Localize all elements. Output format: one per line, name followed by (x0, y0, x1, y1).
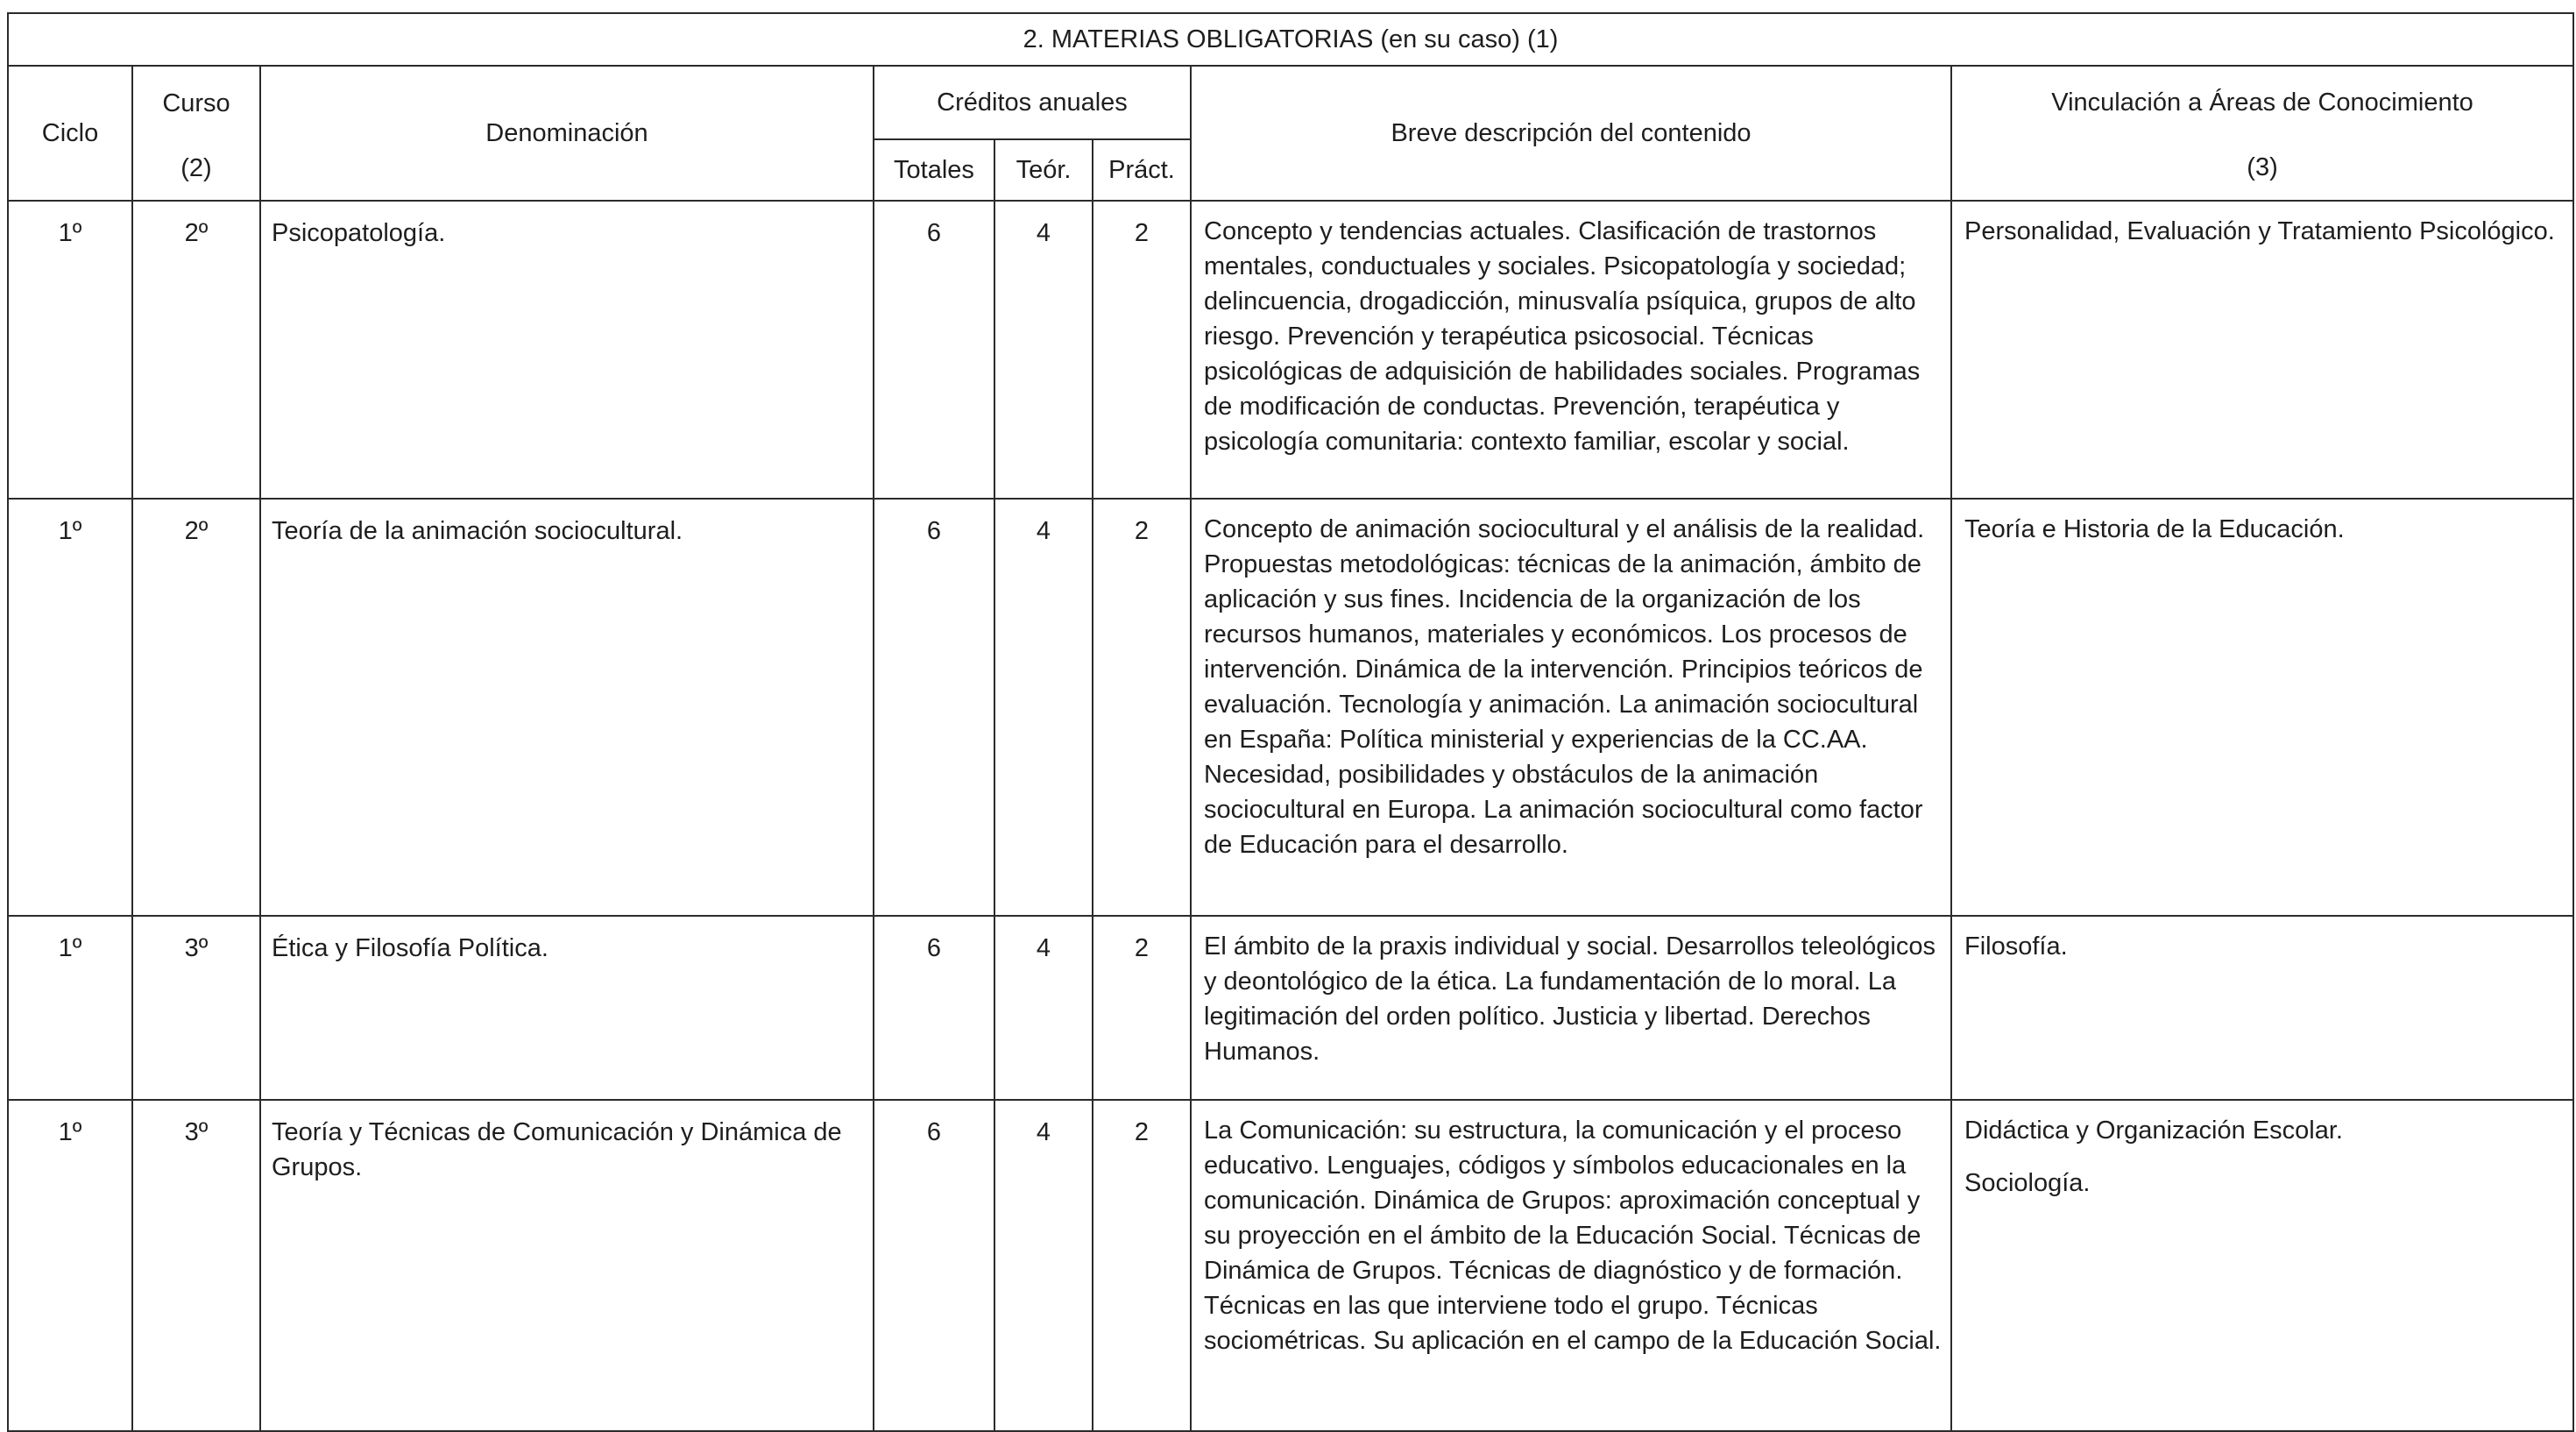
cell-totales: 6 (874, 916, 994, 1100)
cell-totales: 6 (874, 499, 994, 916)
cell-vinculacion (1951, 1100, 2573, 1431)
area-item: Filosofía. (1964, 932, 2068, 961)
header-descripcion: Breve descripción del contenido (1191, 66, 1951, 201)
document-sheet (7, 12, 2572, 1432)
cell-ciclo: 1º (8, 499, 132, 916)
cell-denominacion: Psicopatología. (260, 201, 874, 499)
cell-denominacion: Teoría y Técnicas de Comunicación y Dinámica de Grupos. (260, 1100, 874, 1431)
header-vinculacion-label: Vinculación a Áreas de Conocimiento (2051, 89, 2473, 117)
cell-teor: 4 (994, 499, 1093, 916)
table-row (8, 499, 2573, 916)
cell-teor: 4 (994, 916, 1093, 1100)
table-title: 2. MATERIAS OBLIGATORIAS (en su caso) (1) (8, 13, 2573, 66)
cell-descripcion: La Comunicación: su estructura, la comunicación y el proceso educativo. Lenguajes, códigos y símbolos educacionales en la comunicación. Dinámica de Grupos: aproximación conceptual y su proyección en el ámbito de la Educación Social. Técnicas de Dinámica de Grupos. Técnicas de diagnóstico y de formación. Técnicas en las que interviene todo el grupo. Técnicas sociométricas. Su aplicación en el campo de la Educación Social. (1191, 1100, 1951, 1431)
cell-denominacion: Teoría de la animación sociocultural. (260, 499, 874, 916)
cell-pract: 2 (1093, 916, 1191, 1100)
cell-ciclo: 1º (8, 1100, 132, 1431)
cell-descripcion: Concepto y tendencias actuales. Clasificación de trastornos mentales, conductuales y sociales. Psicopatología y sociedad; delincuencia, drogadicción, minusvalía psíquica, grupos de alto riesgo. Prevención y terapéutica psicosocial. Técnicas psicológicas de adquisición de habilidades sociales. Programas de modificación de conductas. Prevención, terapéutica y psicología comunitaria: contexto familiar, escolar y social. (1191, 201, 1951, 499)
cell-curso: 2º (132, 499, 260, 916)
header-pract: Práct. (1093, 139, 1191, 201)
header-ciclo: Ciclo (8, 66, 132, 201)
cell-vinculacion (1951, 201, 2573, 499)
cell-denominacion: Ética y Filosofía Política. (260, 916, 874, 1100)
cell-totales: 6 (874, 1100, 994, 1431)
header-teor: Teór. (994, 139, 1093, 201)
header-curso-note: (2) (180, 154, 212, 182)
cell-teor: 4 (994, 201, 1093, 499)
header-vinculacion (1951, 66, 2573, 201)
header-creditos-anuales: Créditos anuales (874, 66, 1191, 139)
header-vinculacion-note: (3) (2247, 153, 2278, 181)
materias-obligatorias-table (7, 12, 2574, 1432)
header-curso (132, 66, 260, 201)
cell-teor: 4 (994, 1100, 1093, 1431)
table-row (8, 201, 2573, 499)
cell-vinculacion (1951, 916, 2573, 1100)
cell-descripcion: Concepto de animación sociocultural y el análisis de la realidad. Propuestas metodológicas: técnicas de la animación, ámbito de aplicación y sus fines. Incidencia de la organización de los recursos humanos, materiales y económicos. Los procesos de intervención. Dinámica de la intervención. Principios teóricos de evaluación. Tecnología y animación. La animación sociocultural en España: Política ministerial y experiencias de la CC.AA. Necesidad, posibilidades y obstáculos de la animación sociocultural en Europa. La animación sociocultural como factor de Educación para el desarrollo. (1191, 499, 1951, 916)
cell-curso: 2º (132, 201, 260, 499)
header-denominacion: Denominación (260, 66, 874, 201)
cell-curso: 3º (132, 916, 260, 1100)
header-totales: Totales (874, 139, 994, 201)
area-item: Personalidad, Evaluación y Tratamiento Psicológico. (1964, 217, 2555, 245)
area-item: Sociología. (1964, 1169, 2091, 1197)
area-item: Teoría e Historia de la Educación. (1964, 515, 2345, 543)
cell-pract: 2 (1093, 1100, 1191, 1431)
table-row (8, 916, 2573, 1100)
cell-vinculacion (1951, 499, 2573, 916)
cell-descripcion: El ámbito de la praxis individual y social. Desarrollos teleológicos y deontológico de la ética. La fundamentación de lo moral. La legitimación del orden político. Justicia y libertad. Derechos Humanos. (1191, 916, 1951, 1100)
cell-ciclo: 1º (8, 916, 132, 1100)
table-row (8, 1100, 2573, 1431)
area-item: Didáctica y Organización Escolar. (1964, 1117, 2343, 1145)
cell-ciclo: 1º (8, 201, 132, 499)
cell-totales: 6 (874, 201, 994, 499)
cell-pract: 2 (1093, 201, 1191, 499)
cell-curso: 3º (132, 1100, 260, 1431)
cell-pract: 2 (1093, 499, 1191, 916)
header-curso-label: Curso (162, 89, 230, 117)
